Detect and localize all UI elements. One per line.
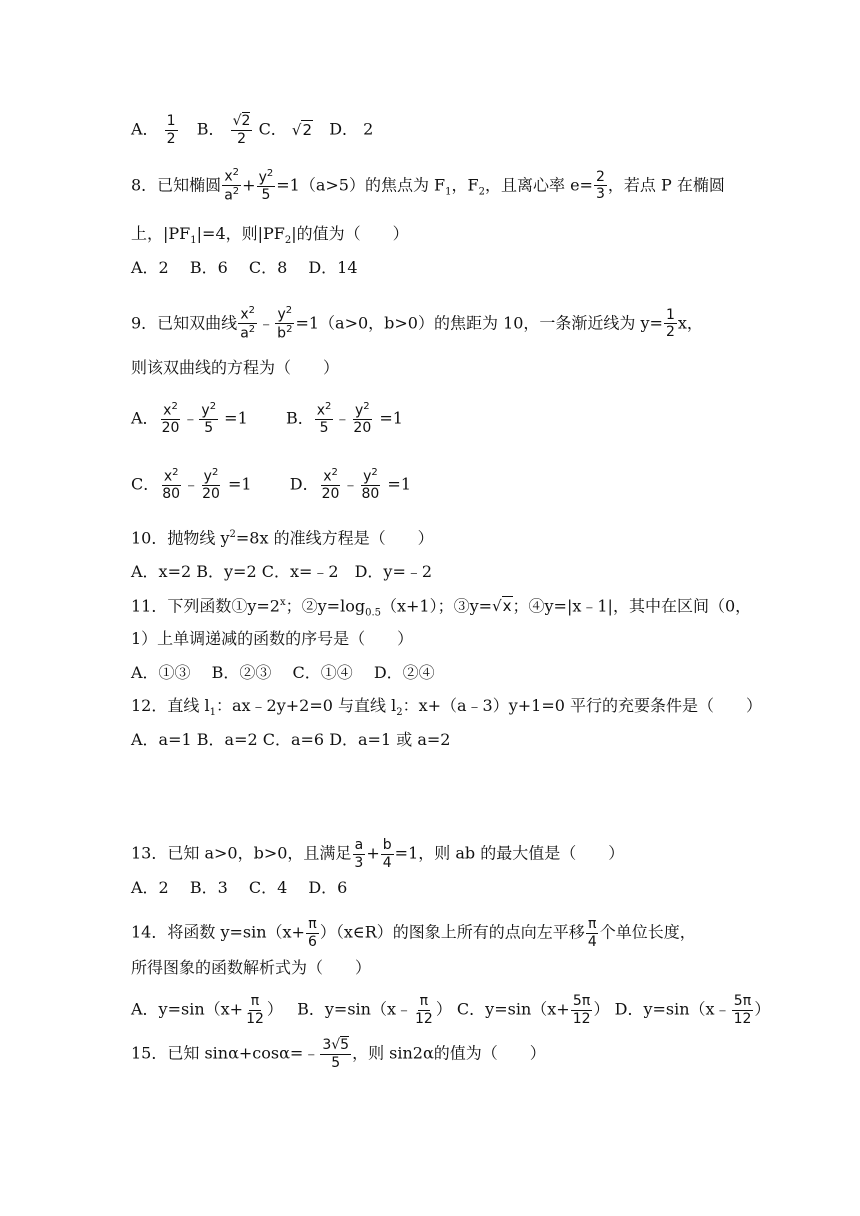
question-10: 10．抛物线 $y^2=8x$ 的准线方程是（ ） bbox=[131, 528, 434, 548]
question-8-line2: 上，$|PF_1|=4$，则$|PF_2|$的值为（ ） bbox=[131, 224, 409, 247]
fraction: $\frac{x^2}{20}$ bbox=[321, 467, 340, 503]
fraction: $\frac{x^2}{a^2}$ bbox=[224, 167, 240, 204]
fraction: $\frac{y^2}{20}$ bbox=[353, 401, 372, 437]
sqrt: √x bbox=[492, 597, 512, 616]
question-13: 13．已知 a>0，b>0，且满足 $\frac{a}{3}$ + $\frac{b}{4}$ =1，则 ab 的最大值是（ ） bbox=[131, 837, 625, 871]
question-13-options: A．2 B．3 C．4 D．6 bbox=[131, 878, 348, 897]
question-14-line2: 所得图象的函数解析式为（ ） bbox=[131, 958, 372, 977]
fraction: $\frac{y^2}{5}$ bbox=[201, 401, 217, 437]
fraction: $\frac{3√5}{5}$ bbox=[322, 1037, 350, 1071]
question-11-options: A．①③ B．②③ C．①④ D．②④ bbox=[131, 663, 435, 682]
fraction: $\frac{√2}{2}$ bbox=[232, 113, 251, 147]
option-label: B． bbox=[285, 408, 314, 428]
fraction: $\frac{y^2}{20}$ bbox=[202, 467, 220, 503]
question-9-line2: 则该双曲线的方程为（ ） bbox=[131, 358, 340, 377]
question-11: 11．下列函数$①y=2^x$；$②y=\log_{0.5}(x+1)$；③y=√x；④y=|x﹣1|，其中在区间（0， bbox=[131, 596, 752, 619]
fraction: $\frac{b}{4}$ bbox=[382, 837, 392, 871]
fraction: $\frac{\pi}{6}$ bbox=[307, 916, 317, 950]
question-12-options: A．a=1 B．a=2 C．a=6 D．a=1 或 a=2 bbox=[131, 730, 451, 749]
fraction: $\frac{\pi}{12}$ bbox=[414, 993, 433, 1027]
fraction: $\frac{x^2}{5}$ bbox=[316, 401, 332, 437]
option-label: D． bbox=[289, 474, 319, 494]
fraction: $\frac{y^2}{5}$ bbox=[258, 167, 274, 204]
option-label: B． bbox=[196, 119, 225, 139]
fraction: $\frac{y^2}{b^2}$ bbox=[277, 305, 293, 342]
fraction: $\frac{\pi}{12}$ bbox=[246, 993, 264, 1027]
fraction: $\frac{2}{3}$ bbox=[595, 168, 605, 203]
option-value: 2 bbox=[363, 119, 374, 139]
question-text: 8．已知椭圆 bbox=[131, 175, 222, 195]
fraction: $\frac{1}{2}$ bbox=[665, 306, 675, 341]
question-14: 14．将函数 y=sin（x+ $\frac{\pi}{6}$ ）（x∈R）的图象上所有的点向左平移 $\frac{\pi}{4}$ 个单位长度， bbox=[131, 916, 696, 950]
question-15: 15．已知 sinα+cosα=﹣ $\frac{3√5}{5}$ ，则 sin2α的值为（ ） bbox=[131, 1037, 546, 1071]
option-label: D． bbox=[329, 119, 359, 139]
question-14-options: A．y=sin（x+ $\frac{\pi}{12}$ ） B．y=sin（x﹣ $\frac{\pi}{12}$ ） C．y=sin（x+ $\frac{5\pi}{12}$ ） D．y=sin（x﹣ $\frac{5\pi}{12}$ ） bbox=[131, 993, 771, 1027]
fraction: $\frac{\pi}{4}$ bbox=[587, 916, 597, 950]
question-9-options-ab: A． $\frac{x^2}{20}$ ﹣ $\frac{y^2}{5}$ =1 B． $\frac{x^2}{5}$ ﹣ $\frac{y^2}{20}$ =1 bbox=[131, 401, 403, 437]
fraction: $\frac{5\pi}{12}$ bbox=[733, 993, 752, 1027]
fraction: $\frac{x^2}{80}$ bbox=[162, 467, 181, 503]
fraction: $\frac{x^2}{20}$ bbox=[161, 401, 180, 437]
q7-options bbox=[131, 114, 373, 146]
question-9: 9．已知双曲线 $\frac{x^2}{a^2}$ ﹣ $\frac{y^2}{b^2}$ =1（a>0，b>0）的焦距为 10，一条渐近线为 y= $\frac{1}{2}$ x， bbox=[131, 305, 703, 342]
question-9-options-cd: C． $\frac{x^2}{80}$ ﹣ $\frac{y^2}{20}$ =1 D． $\frac{x^2}{20}$ ﹣ $\frac{y^2}{80}$ =1 bbox=[131, 467, 411, 503]
sqrt: √2 bbox=[291, 120, 313, 139]
fraction: $\frac{x^2}{a^2}$ bbox=[240, 305, 256, 342]
question-8-options: A．2 B．6 C．8 D．14 bbox=[131, 258, 358, 277]
option-label: A． bbox=[131, 408, 159, 428]
option-label: A． bbox=[131, 119, 159, 139]
question-11-line2: 1）上单调递减的函数的序号是（ ） bbox=[131, 629, 414, 648]
question-8: 8．已知椭圆 $\frac{x^2}{a^2}$ + $\frac{y^2}{5}$ =1（a>5）的焦点为 $F_1$，$F_2$，且离心率 e= $\frac{2}{3}$ ，若点 P 在椭圆 bbox=[131, 167, 725, 204]
question-12: 12．直线 $l_1$：ax﹣2y+2=0 与直线 $l_2$：x+（a﹣3）y+1=0 平行的充要条件是（ ） bbox=[131, 696, 763, 719]
fraction: $\frac{5\pi}{12}$ bbox=[572, 993, 591, 1027]
option-label: C． bbox=[258, 119, 287, 139]
fraction: $\frac{y^2}{80}$ bbox=[361, 467, 380, 503]
fraction: $\frac{1}{2}$ bbox=[166, 113, 176, 147]
question-10-options: A．x=2 B．y=2 C．x=﹣2 D．y=﹣2 bbox=[131, 562, 433, 581]
fraction: $\frac{a}{3}$ bbox=[354, 837, 364, 871]
option-label: C． bbox=[131, 474, 160, 494]
